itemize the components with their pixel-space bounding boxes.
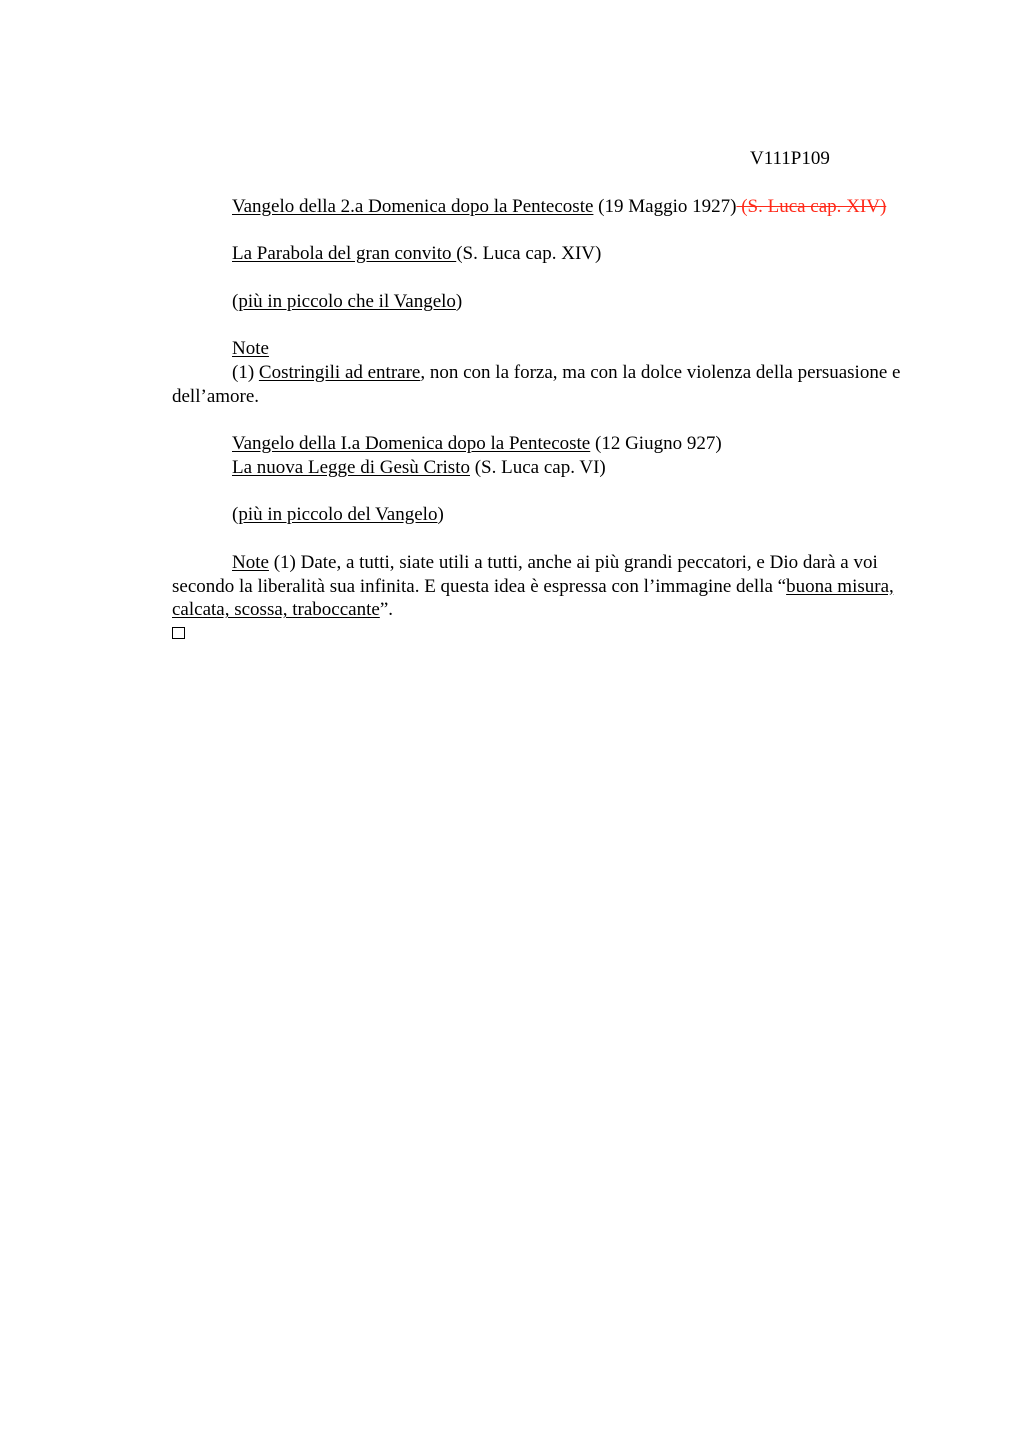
- notes-heading-1-text: Note: [232, 338, 269, 359]
- size-note-2: [172, 503, 990, 527]
- parable-title-1: [172, 242, 990, 266]
- footnote-2: [172, 551, 930, 622]
- size-note-2-open: (: [232, 504, 239, 525]
- footnote-2-end: ”.: [379, 599, 394, 621]
- size-note-1-close: ): [455, 291, 463, 312]
- size-note-1-open: (: [232, 291, 239, 312]
- gospel-title-1-date: (19 Maggio 1927): [593, 196, 737, 217]
- law-title-2: [172, 456, 990, 480]
- law-title-2-reference: (S. Luca cap. VI): [469, 457, 606, 478]
- empty-checkbox-glyph: [172, 627, 185, 639]
- size-note-1: [172, 290, 990, 314]
- gospel-title-1: [172, 195, 930, 219]
- law-title-2-underlined: La nuova Legge di Gesù Cristo: [232, 457, 470, 478]
- deleted-reference: (S. Luca cap. XIV): [736, 196, 887, 217]
- size-note-2-text: più in piccolo del Vangelo: [238, 504, 438, 525]
- footnote-1: [172, 361, 930, 408]
- page-reference: V111P109: [750, 148, 830, 169]
- parable-title-1-underlined: La Parabola del gran convito: [232, 243, 457, 264]
- gospel-title-1-underlined: Vangelo della 2.a Domenica dopo la Pentecoste: [232, 196, 594, 217]
- parable-title-1-reference: (S. Luca cap. XIV): [456, 243, 602, 264]
- gospel-title-2-underlined: Vangelo della I.a Domenica dopo la Pentecoste: [232, 433, 591, 454]
- gospel-title-2-date: (12 Giugno 927): [590, 433, 722, 454]
- footnote-1-quote: Costringili ad entrare: [258, 362, 421, 383]
- notes-heading-1: [172, 337, 990, 361]
- footnote-2-text: (1) Date, a tutti, siate utili a tutti, anche ai più grandi peccatori, e Dio darà a voi secondo la liberalità sua infinita. E questa idea è espressa con l’immagine della “: [172, 552, 878, 597]
- footnote-1-text: , non con la forza, ma con la dolce violenza della persuasione e dell’amore.: [172, 362, 901, 407]
- size-note-1-text: più in piccolo che il Vangelo: [238, 291, 456, 312]
- size-note-2-close: ): [437, 504, 444, 525]
- document-page: [172, 0, 930, 1450]
- notes-heading-2: Note: [232, 552, 269, 573]
- footnote-2-quote: buona misura, calcata, scossa, traboccante: [172, 575, 894, 621]
- gospel-title-2: [172, 432, 990, 456]
- footnote-1-number: (1): [232, 362, 259, 383]
